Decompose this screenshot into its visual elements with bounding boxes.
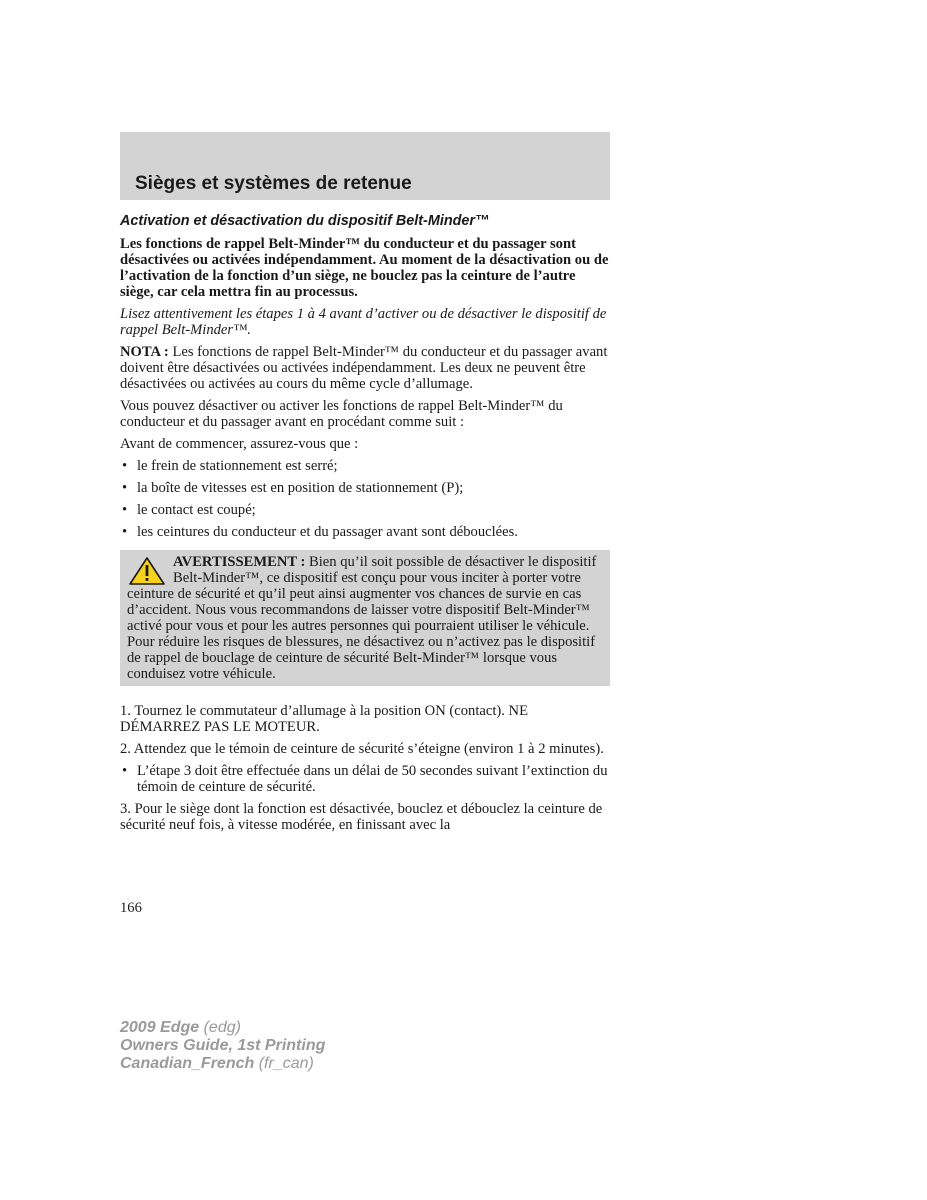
step-3: 3. Pour le siège dont la fonction est désactivée, bouclez et débouclez la ceinture de sécurité neuf fois, à vitesse modérée, en finissant avec la [120,801,603,833]
list-item: • L’étape 3 doit être effectuée dans un délai de 50 secondes suivant l’extinction du témoin de ceinture de sécurité. [120,763,610,795]
footer-line-1: 2009 Edge (edg) [120,1019,241,1036]
step-1: 1. Tournez le commutateur d’allumage à la position ON (contact). NE DÉMARREZ PAS LE MOTEUR. [120,703,529,735]
page-content [120,213,610,839]
warning-text: Bien qu’il soit possible de désactiver le dispositif Belt-Minder™, ce dispositif est conçu pour vous inciter à porter votre ceinture de sécurité et qu’il peut ainsi augmenter vos chances de survie en cas d’accident. Nous vous recommandons de laisser votre dispositif Belt-Minder™ activé pour vous et pour les autres personnes qui pourraient utiliser le véhicule. Pour réduire les risques de blessures, ne désactivez ou n’activez pas le dispositif de rappel de bouclage de ceinture de sécurité Belt-Minder™ lorsque vous conduisez votre véhicule. [127,554,597,682]
note-text: Les fonctions de rappel Belt-Minder™ du conducteur et du passager avant doivent être désactivées ou activées indépendamment. Les deux ne peuvent être désactivées ou activées au cours du même cycle d’allumage. [120,344,608,392]
italic-instruction-paragraph: Lisez attentivement les étapes 1 à 4 avant d’activer ou de désactiver le dispositif de rappel Belt-Minder™. [120,306,607,338]
list-item: • le frein de stationnement est serré; [120,458,610,474]
step-2: 2. Attendez que le témoin de ceinture de sécurité s’éteigne (environ 1 à 2 minutes). [120,741,604,757]
chapter-title: Sièges et systèmes de retenue [135,173,412,194]
precondition-list [120,458,610,540]
footer-line-2: Owners Guide, 1st Printing [120,1037,326,1054]
page-number: 166 [120,900,142,916]
print-footer [120,1019,325,1073]
footer-line-3: Canadian_French (fr_can) [120,1055,314,1072]
warning-label: AVERTISSEMENT : [173,554,306,570]
note-paragraph [120,344,610,392]
intro-paragraph: Vous pouvez désactiver ou activer les fonctions de rappel Belt-Minder™ du conducteur et du passager avant en procédant comme suit : [120,398,563,430]
section-heading: Activation et désactivation du dispositif Belt-Minder™ [120,213,490,229]
bold-intro-paragraph: Les fonctions de rappel Belt-Minder™ du conducteur et du passager sont désactivées ou activées indépendamment. Au moment de la désactivation ou de l’activation de la fonction d’un siège, ne bouclez pas la ceinture de l’autre siège, car cela mettra fin au processus. [120,236,609,300]
warning-box [120,550,610,686]
warning-triangle-icon [127,556,167,586]
step-2-notes [120,763,610,795]
chapter-header [120,132,610,200]
list-item: • le contact est coupé; [120,502,610,518]
note-label: NOTA : [120,344,169,360]
list-item: • la boîte de vitesses est en position de stationnement (P); [120,480,610,496]
before-paragraph: Avant de commencer, assurez-vous que : [120,436,359,452]
list-item: • les ceintures du conducteur et du passager avant sont débouclées. [120,524,610,540]
